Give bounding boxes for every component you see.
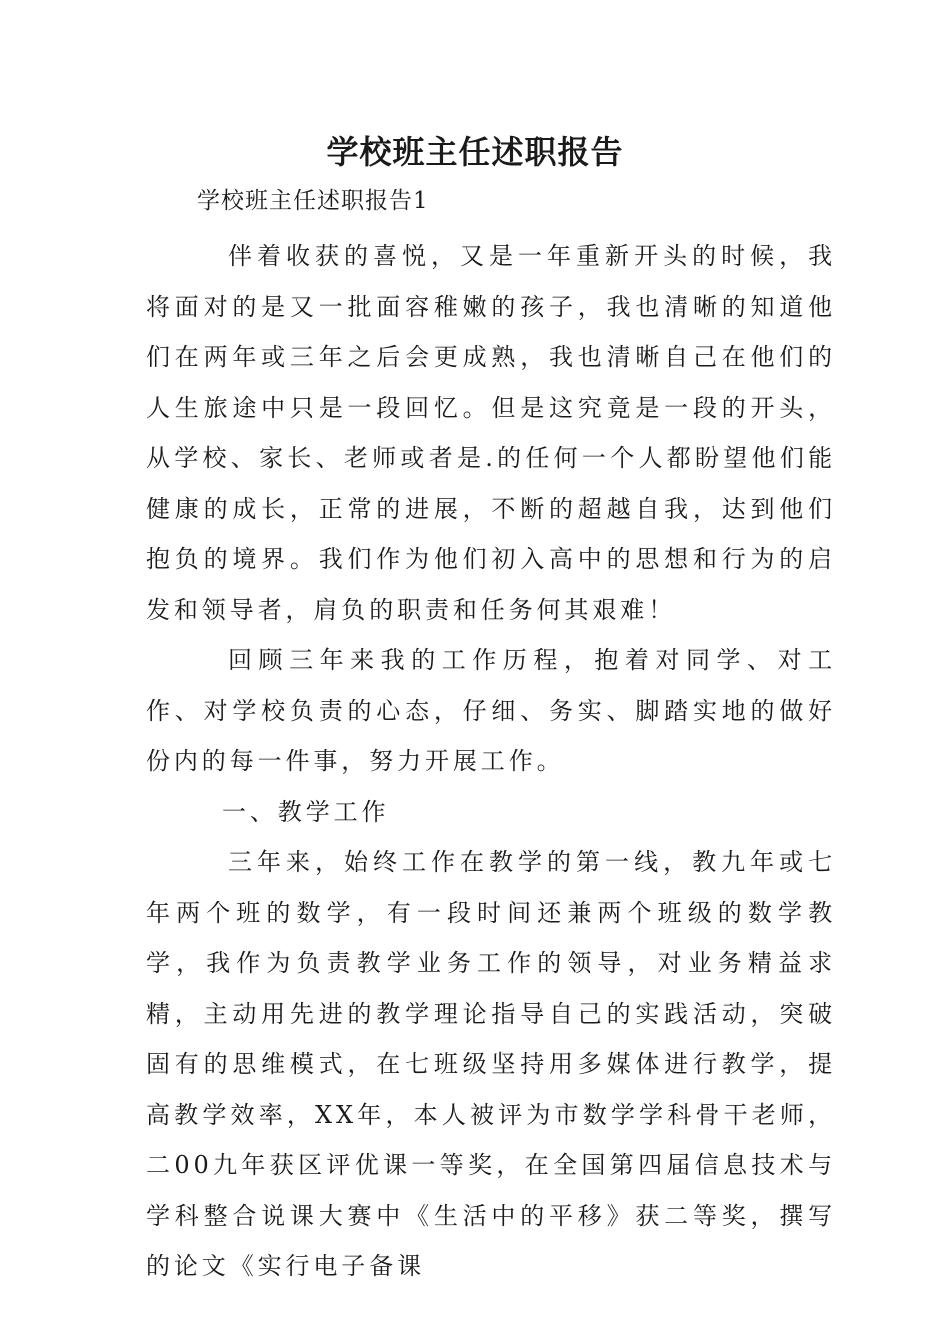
paragraph-review: 回顾三年来我的工作历程，抱着对同学、对工作、对学校负责的心态，仔细、务实、脚踏实地的做好份内的每一件事，努力开展工作。 [146,646,836,775]
paragraph-intro: 伴着收获的喜悦，又是一年重新开头的时候，我将面对的是又一批面容稚嫩的孩子，我也清晰的知道他们在两年或三年之后会更成熟，我也清晰自己在他们的人生旅途中只是一段回忆。但是这究竟是一段的开头，从学校、家长、老师或者是.的任何一个人都盼望他们能健康的成长，正常的进展，不断的超越自我，达到他们抱负的境界。我们作为他们初入高中的思想和行为的启发和领导者，肩负的职责和任务何其艰难！ [146,242,836,624]
document-body [146,231,836,1292]
document-title: 学校班主任述职报告 [326,133,624,171]
document-subtitle: 学校班主任述职报告1 [197,188,429,214]
paragraph-teaching: 三年来，始终工作在教学的第一线，教九年或七年两个班的数学，有一段时间还兼两个班级的数学教学，我作为负责教学业务工作的领导，对业务精益求精，主动用先进的教学理论指导自己的实践活动，突破固有的思维模式，在七班级坚持用多媒体进行教学，提高教学效率，XX年，本人被评为市数学学科骨干老师，二00九年获区评优课一等奖，在全国第四届信息技术与学科整合说课大赛中《生活中的平移》获二等奖，撰写的论文《实行电子备课 [146,848,836,1280]
section-heading-teaching: 一、教学工作 [222,797,390,826]
